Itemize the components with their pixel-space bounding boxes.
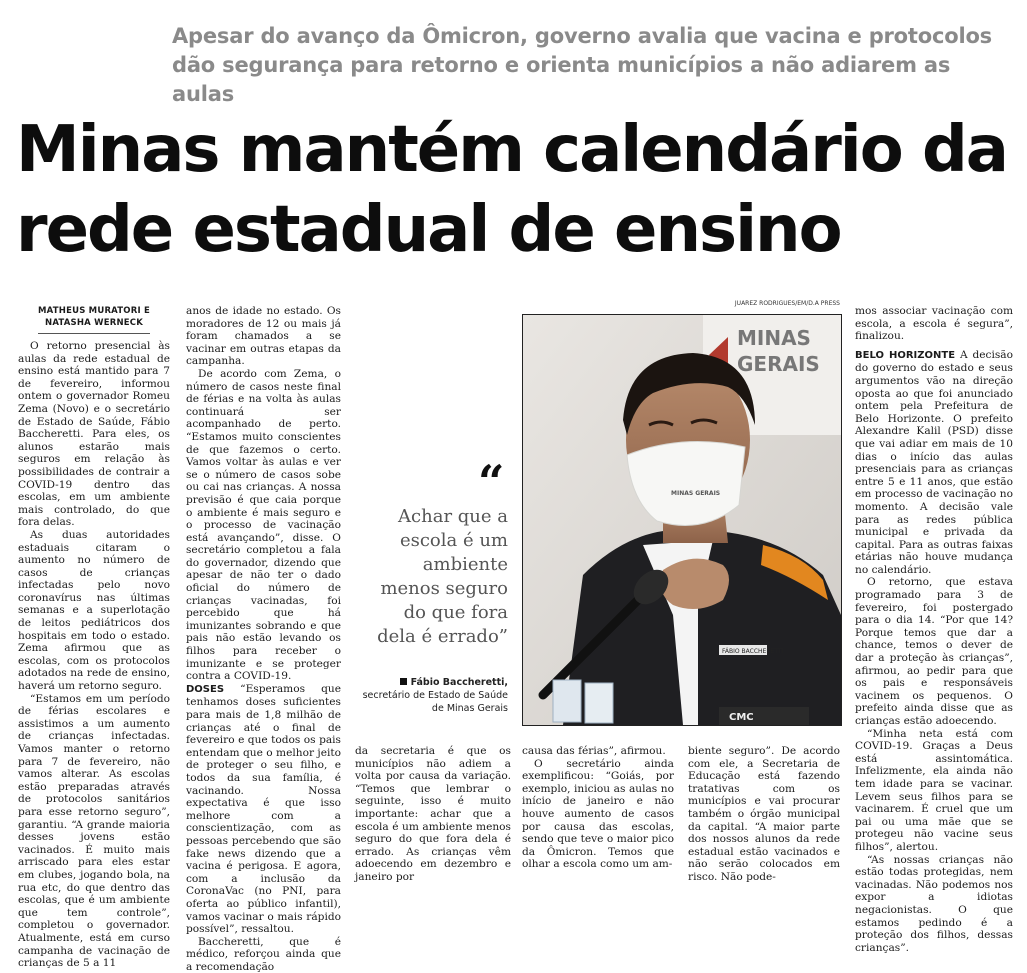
paragraph: biente seguro”. De acordo com ele, a Secretaria de Educação está fazendo tratativas com os municípios e vai procurar também o órgão municipal da capital. “A maior parte dos nossos alunos da rede estadual estão vacinados e não serão colocados em risco. Não pode- <box>688 745 840 883</box>
badge-text: FÁBIO BACCHERETTI <box>722 648 784 655</box>
paragraph: “Minha neta está com COVID-19. Graças a Deus está assintomática. Infelizmente, ela ainda não tem idade para se vacinar. Levem seus filhos para se vacinarem. É cruel que um pai ou uma mãe que se protegeu não vacine seus filhos”, alertou. <box>855 727 1013 853</box>
paragraph-text: “Esperamos que tenhamos doses suficientes para mais de 1,8 milhão de crianças até o final de fevereiro e que todos os pais entendam que o melhor jeito de proteger o seu filho, e todos da sua família, é vacinando. Nossa expectativa é que isso melhore com a conscientização, com as pessoas percebendo que são fake news dizendo que a vacina é perigosa. E agora, com a inclusão da CoronaVac (no PNI, para oferta ao público infantil), vamos vacinar o mais rápido possível”, ressaltou. <box>186 682 342 936</box>
pull-quote-role: secretário de Estado de Saúde de Minas Gerais <box>362 690 508 714</box>
byline <box>18 305 170 329</box>
mask-text: MINAS GERAIS <box>671 490 721 497</box>
byline-author-2: NATASHA WERNECK <box>45 318 143 328</box>
photo-credit: JUAREZ RODRIGUES/EM/D.A PRESS <box>734 300 840 307</box>
article-column-3 <box>355 745 511 884</box>
paragraph: As duas autoridades estaduais citaram o aumento no número de casos de crianças infectadas pelo novo coronavírus nas últimas semanas e a superlotação de leitos pediátricos dos hospitais em todo o estado. Zema afirmou que as escolas, com os protocolos adotados na rede de ensino, haverá um retorno seguro. <box>18 528 170 693</box>
subhead-belo-horizonte: BELO HORIZONTE <box>855 349 956 361</box>
paragraph-text: A decisão do governo do estado e seus argumentos vão na direção oposta ao que foi anunciado ontem pela Prefeitura de Belo Horizonte. O prefeito Alexandre Kalil (PSD) disse que vai adiar em mais de 10 dias o início das aulas presenciais para as crianças entre 5 e 11 anos, que estão em processo de vacinação no momento. A decisão vale para as redes pública municipal e privada da capital. Para as outras faixas etárias não houve mudança no calendário. <box>855 348 1013 576</box>
paragraph: O secretário ainda exemplificou: “Goiás, por exemplo, iniciou as aulas no início de janeiro e não houve aumento de casos por causa das escolas, sendo que teve o maior pico da Ômicron. Temos que olhar a escola como um am- <box>522 757 674 871</box>
article-column-1 <box>18 305 170 970</box>
article-column-4 <box>522 745 674 871</box>
article-column-6 <box>855 305 1013 954</box>
paragraph-with-subhead <box>186 683 341 936</box>
paragraph: causa das férias”, afirmou. <box>522 745 666 757</box>
backdrop-text-2: GERAIS <box>737 352 820 376</box>
paragraph: “As nossas crianças não estão todas protegidas, nem vacinadas. Não podemos nos expor a idiotas negacionistas. O que estamos pedindo é a proteção dos filhos, dessas crianças”. <box>855 853 1013 954</box>
pull-quote: Achar que a escola é um ambiente menos seguro do que fora dela é errado” <box>377 506 508 647</box>
paragraph: O retorno, que estava programado para 3 de fevereiro, foi postergado para o dia 14. “Por que 14? Porque temos que dar a chance, temos o dever de dar a proteção às crianças”, afirmou, ao pedir para que os pais e responsáveis vacinem os pequenos. O prefeito ainda disse que as crianças estão adoecendo. <box>855 576 1013 727</box>
paragraph: anos de idade no estado. Os moradores de 12 ou mais já foram chamados a se vacinar em outras etapas da campanha. <box>186 305 341 368</box>
quote-mark-icon: “ <box>478 455 505 509</box>
byline-author-1: MATHEUS MURATORI E <box>38 306 150 316</box>
paragraph-with-subhead <box>855 349 1013 577</box>
paragraph: “Estamos em um período de férias escolares e assistimos a um aumento de crianças infectadas. Vamos manter o retorno para 7 de fevereiro, não vamos alterar. As escolas estão preparadas através de protocolos sanitários para esse retorno seguro”, garantiu. “A grande maioria desses jovens estão vacinados. É muito mais arriscado para eles estar em clubes, jogando bola, na rua etc, do que dentro das escolas, que é um ambiente que tem controle”, completou o governador. Atualmente, está em curso campanha de vacinação de crianças de 5 a 11 <box>18 692 170 970</box>
article-column-5 <box>688 745 840 884</box>
subhead-doses: DOSES <box>186 683 225 695</box>
paragraph: O retorno presencial às aulas da rede estadual de ensino está mantido para 7 de fevereiro, informou ontem o governador Romeu Zema (Novo) e o secretário de Estado de Saúde, Fábio Baccheretti. Para eles, os alunos estarão mais seguros em relação às possibilidades de contrair a COVID-19 dentro das escolas, em um ambiente mais controlado, do que fora delas. <box>18 340 170 529</box>
paragraph: De acordo com Zema, o número de casos neste final de férias e na volta às aulas continuará ser acompanhado de perto. “Estamos muito conscientes de que fazemos o certo. Vamos voltar às aulas e ver se o número de casos sobe ou cai nas crianças. A nossa previsão é que caia porque o ambiente é mais seguro e o processo de vacinação está avançando”, disse. O secretário completou a fala do governador, dizendo que apesar de não ter o dado oficial do número de crianças vacinadas, foi percebido que há imunizantes sobrando e que pais não estão levando os filhos para receber o imunizante e se proteger contra a COVID-19. <box>186 367 341 683</box>
paragraph: Baccheretti, que é médico, reforçou ainda que a recomendação <box>186 935 341 973</box>
backdrop-text-1: MINAS <box>737 326 811 350</box>
pull-quote-attribution <box>360 676 508 715</box>
headline: Minas mantém calendário da rede estadual de ensino <box>16 113 1007 267</box>
paragraph: da secretaria é que os municípios não adiem a volta por causa da variação. “Temos que lembrar o seguinte, isso é muito importante: achar que a escola é um ambiente menos seguro do que fora dela é errado. As crianças vêm adoecendo em dezembro e janeiro por <box>355 745 511 883</box>
byline-rule <box>38 333 150 334</box>
pull-quote-name: Fábio Baccheretti, <box>410 677 508 688</box>
photo-illustration <box>523 315 841 725</box>
square-bullet-icon <box>400 678 407 685</box>
photo-secretary <box>522 314 842 726</box>
cup-text: CMC <box>729 712 754 723</box>
kicker-subheadline: Apesar do avanço da Ômicron, governo avalia que vacina e protocolos dão segurança para retorno e orienta municípios a não adiarem as aulas <box>172 24 992 106</box>
paragraph: mos associar vacinação com escola, a escola é segura”, finalizou. <box>855 305 1013 343</box>
article-column-2 <box>186 305 341 973</box>
